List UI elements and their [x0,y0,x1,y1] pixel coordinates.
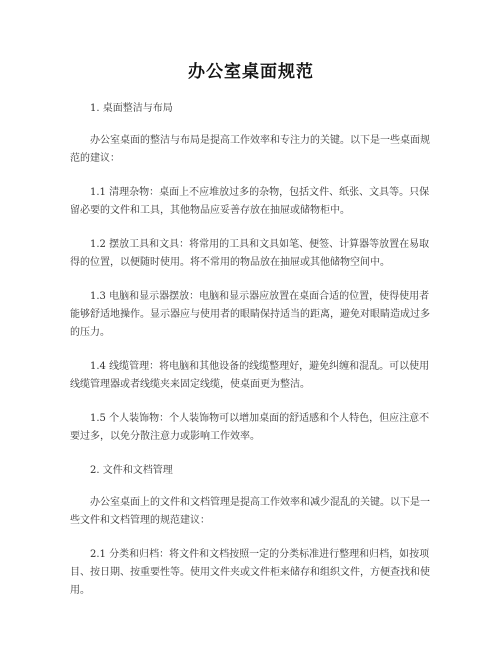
document-title: 办公室桌面规范 [188,62,314,82]
paragraph: 1.5 个人装饰物：个人装饰物可以增加桌面的舒适感和个人特色，但应注意不要过多，以免分散注意力或影响工作效率。 [70,413,430,442]
paragraph: 1.3 电脑和显示器摆放：电脑和显示器应放置在桌面合适的位置，使得使用者能够舒适地操作。显示器应与使用者的眼睛保持适当的距离，避免对眼睛造成过多的压力。 [70,291,430,338]
paragraph: 2.1 分类和归档：将文件和文档按照一定的分类标准进行整理和归档，如按项目、按日期、按重要性等。使用文件夹或文件柜来储存和组织文件，方便查找和使用。 [70,549,430,596]
document-body [70,100,433,616]
paragraph: 1.4 线缆管理：将电脑和其他设备的线缆整理好，避免纠缠和混乱。可以使用线缆管理器或者线缆夹来固定线缆，使桌面更为整洁。 [70,361,430,390]
paragraph: 办公室桌面上的文件和文档管理是提高工作效率和减少混乱的关键。以下是一些文件和文档管理的规范建议： [70,497,430,526]
section-heading: 1. 桌面整洁与布局 [90,103,173,114]
paragraph: 1.2 摆放工具和文具：将常用的工具和文具如笔、便签、计算器等放置在易取得的位置，以便随时使用。将不常用的物品放在抽屉或其他储物空间中。 [70,239,430,268]
paragraph: 1.1 清理杂物：桌面上不应堆放过多的杂物，包括文件、纸张、文具等。只保留必要的文件和工具，其他物品应妥善存放在抽屉或储物柜中。 [70,187,430,216]
section-heading: 2. 文件和文档管理 [90,465,173,476]
paragraph: 办公室桌面的整洁与布局是提高工作效率和专注力的关键。以下是一些桌面规范的建议： [70,135,430,164]
